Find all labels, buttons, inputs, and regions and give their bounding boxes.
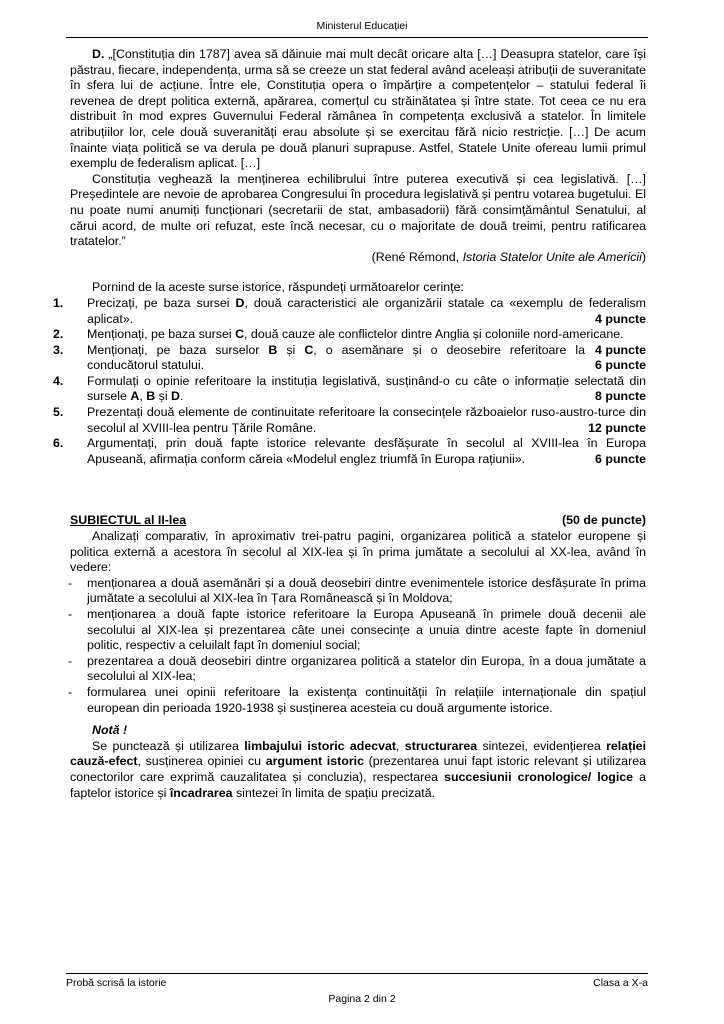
note-bold: relației cauză-efect <box>70 738 647 769</box>
source-d-text-1: „[Constituția din 1787] avea să dăinuie mai mult decât oricare alta […] Deasupra statelor, care își păstrau, fiecare, independența, urma să se creeze un stat federal având aceleași atribuții de suveranitate în sfera lui de acțiune. Între ele, Constituția opera o împărțire a competențelor – statului federal îi revenea de drept politica externă, apărarea, comerțul cu străinătatea și între state. Tot ceea ce nu era distribuit în mod expres Guvernului Federal rămânea în competența exclusivă a statelor. În limitele atribuțiilor lor, cele două suveranități erau absolute și se exercitau fără nicio restricție. […] De acum înainte viața politică se va derula pe două planuri suprapuse. Astfel, Statele Unite ofereau lumii primul exemplu de federalism aplicat. […] <box>70 47 646 171</box>
question-item <box>53 405 646 436</box>
question-number: 5. <box>53 405 64 420</box>
source-d-citation <box>70 250 646 266</box>
question-number: 4. <box>53 373 64 388</box>
citation-author: (René Rémond, <box>371 249 463 264</box>
question-text: Prezentați două elemente de continuitate referitoare la consecințele războaielor ruso-austro-turce din secolul al XVIII-lea pentru Țările Române. <box>87 405 646 435</box>
bullet-dash: - <box>68 575 73 590</box>
bullet-dash: - <box>68 653 73 668</box>
question-points: 6 puncte <box>595 358 646 373</box>
subject-2-bullet <box>70 685 646 716</box>
requirements-intro: Pornind de la aceste surse istorice, răspundeți următoarelor cerințe: <box>92 280 464 295</box>
spacer <box>70 265 646 280</box>
question-bold: C <box>304 342 314 357</box>
note-span: , susținerea opiniei cu <box>137 754 266 769</box>
subject-2-heading <box>70 513 646 529</box>
note-bold: încadrarea <box>169 785 233 800</box>
note-span: (prezentarea unui fapt istoric relevant și utilizarea conectorilor care exprimă cauzalitatea și concluzia), respectarea <box>70 754 646 784</box>
bullet-dash: - <box>68 607 73 621</box>
page-header-title: Ministerul Educației <box>316 20 408 32</box>
subject-2-bullet <box>70 654 646 685</box>
note-title: Notă ! <box>92 723 128 738</box>
question-bold: B <box>268 342 278 357</box>
source-d-label: D. <box>92 47 105 61</box>
note-text <box>70 739 646 801</box>
citation-end: ) <box>641 249 646 264</box>
question-number: 6. <box>53 436 64 451</box>
note-bold: structurarea <box>404 738 478 753</box>
footer-exam-name: Probă scrisă la istorie <box>66 977 167 989</box>
question-points: 4 puncte <box>595 342 646 357</box>
question-bold: C <box>235 327 245 342</box>
question-points: 6 puncte <box>595 451 646 466</box>
subject-2-title: SUBIECTUL al II-lea <box>70 513 187 528</box>
note-span: Se punctează și utilizarea <box>92 738 245 753</box>
page-content <box>53 47 647 801</box>
note-span: sintezei, evidențierea <box>477 738 607 753</box>
question-bold: B <box>146 389 156 404</box>
question-bold: A <box>130 389 140 404</box>
question-item <box>53 373 646 405</box>
question-points: 4 puncte <box>595 311 646 326</box>
bullet-text: menționarea a două fapte istorice referitoare la Europa Apuseană în primele două decenii ale secolului al XIX-lea și prezentarea câte unei consecințe a unuia dintre aceste fapte în domeniul politic, respectiv a celuilalt fapt în domeniul social; <box>87 607 646 653</box>
footer-page-number: Pagina 2 din 2 <box>328 993 396 1005</box>
question-text: , <box>139 389 147 404</box>
footer-class: Clasa a X-a <box>593 977 648 989</box>
question-list <box>53 295 646 468</box>
question-number: 2. <box>53 327 64 342</box>
question-text: Argumentați, prin două fapte istorice relevante desfășurate în secolul al XVIII-lea în Europa Apuseană, afirmația conform căreia «Modelul englez triumfă în Europa rațiunii». <box>87 436 646 466</box>
footer-rule <box>66 973 648 974</box>
question-text: , o asemănare și o deosebire referitoare la conducătorul statului. <box>87 342 586 373</box>
question-bold: D <box>235 295 245 310</box>
subject-2-bullet <box>70 576 646 607</box>
citation-title: Istoria Statelor Unite ale Americii <box>462 249 642 264</box>
bullet-text: menționarea a două asemănări și a două deosebiri dintre evenimentele istorice desfășurate în prima jumătate a secolului al XIX-lea în Țara Românească și în Moldova; <box>87 575 646 606</box>
question-bold: D <box>171 389 180 404</box>
question-text: Formulați o opinie referitoare la instituția legislativă, susținând-o cu câte o informație selectată din sursele <box>87 373 646 404</box>
question-item <box>53 342 646 374</box>
source-d-paragraph-1 <box>70 47 646 172</box>
bullet-dash: - <box>68 684 73 699</box>
question-text: Menționați, pe baza sursei <box>87 327 236 342</box>
note-span: a faptelor istorice și <box>70 769 646 800</box>
subject-2-intro: Analizați comparativ, în aproximativ trei-patru pagini, organizarea politică a statelor europene și politica externă a acestora în secolul al XIX-lea și în prima jumătate a secolului al XX-lea, având în vedere: <box>70 529 646 575</box>
question-points: 12 puncte <box>588 420 646 435</box>
bullet-text: formularea unei opinii referitoare la existența continuității în relațiile internaționale din spațiul european din perioada 1920-1938 și susținerea acesteia cu două argumente istorice. <box>87 684 646 715</box>
bullet-text: prezentarea a două deosebiri dintre organizarea politică a statelor din Europa, în a doua jumătate a secolului al XIX-lea; <box>87 653 646 684</box>
question-text: Precizați, pe baza sursei <box>87 295 236 310</box>
question-item <box>53 295 646 327</box>
question-number: 1. <box>53 295 64 310</box>
note-bold: succesiunii cronologice/ logice <box>444 769 634 784</box>
header-rule <box>66 37 648 38</box>
subject-2-bullet <box>70 607 646 654</box>
question-number: 3. <box>53 342 64 357</box>
question-text: , două caracteristici ale organizării statale ca «exemplu de federalism aplicat». <box>87 295 646 326</box>
subject-2-points: (50 de puncte) <box>562 513 646 528</box>
note-span: sintezei în limita de spațiu precizată. <box>232 785 436 800</box>
question-text: și <box>277 342 305 357</box>
question-item <box>53 436 646 467</box>
source-d-paragraph-2 <box>70 172 646 250</box>
question-text: . <box>179 389 184 404</box>
question-text: , două cauze ale conflictelor dintre Anglia și coloniile nord-americane. <box>244 327 624 342</box>
source-d-text-2: Constituția veghează la menținerea echilibrului între puterea executivă și cea legislativă. […] Președintele are nevoie de aprobarea Congresului în procedura legislativă și pentru votarea bugetului. El nu poate numi anumiți funcționari (secretarii de stat, ambasadorii) fără consimțământul Senatului, al cărui acord, de multe ori refuzat, este încă necesar, cu o majoritate de două treimi, pentru ratificarea tratatelor.” <box>70 171 646 249</box>
question-text: și <box>155 389 172 404</box>
question-text: Menționați, pe baza surselor <box>87 342 269 357</box>
question-points: 8 puncte <box>595 389 646 404</box>
note-bold: limbajului istoric adecvat <box>244 738 397 753</box>
note-span: , <box>396 738 405 753</box>
note-bold: argument istoric <box>265 754 364 769</box>
